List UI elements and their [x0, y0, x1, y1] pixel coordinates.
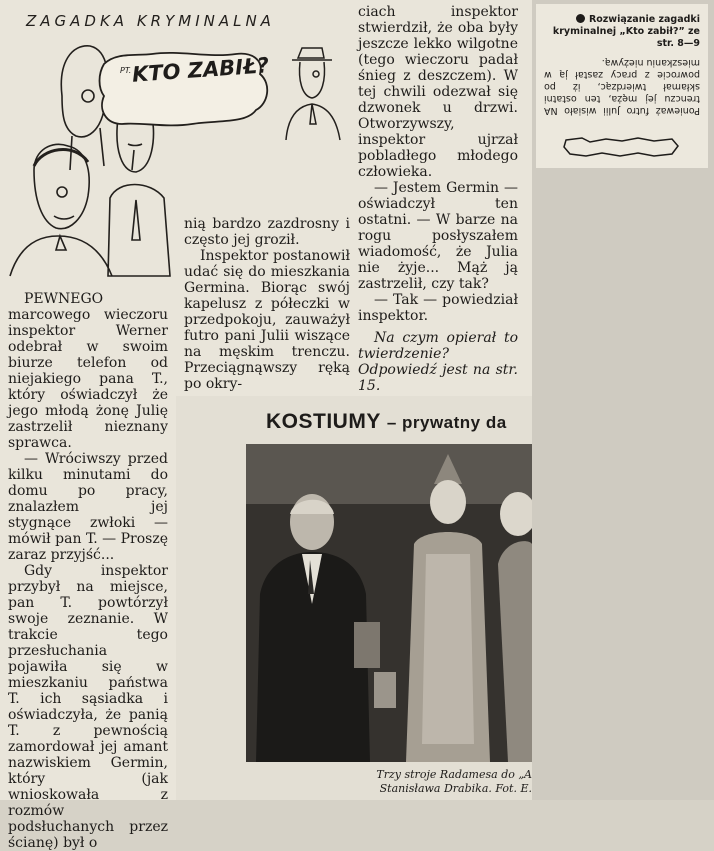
story-column-2 — [184, 216, 350, 392]
paragraph: Inspektor postanowił udać się do mieszkania Germina. Biorąc swój kapelusz z półeczki w przedpokoju, zauważył futro pani Julii wiszące na męskim trenczu. Przeciągnąwszy ręką po okry- — [184, 248, 350, 392]
story-column-3 — [358, 4, 518, 394]
caption-line: Trzy stroje Radamesa do „A — [376, 768, 532, 781]
paragraph: ciach inspektor stwierdził, że oba były jeszcze lekko wilgotne (tego wieczoru padał śnieg z deszczem). W tej chwili odezwał się dzwonek u drzwi. Otworzywszy, inspektor ujrzał pobladłego młodego człowieka. — [358, 4, 518, 180]
title-prefix: PT. — [120, 66, 132, 75]
costume-photo — [246, 444, 532, 762]
costume-article — [176, 396, 532, 800]
photo-caption — [270, 768, 532, 796]
series-heading: ZAGADKA KRYMINALNA — [26, 12, 275, 30]
paragraph: — Wróciwszy przed kilku minutami do domu po pracy, znalazłem jej stygnące zwłoki — mówił pan T. — Proszę zaraz przyjść... — [8, 451, 168, 563]
costume-headline — [266, 410, 507, 434]
answer-heading — [544, 14, 700, 50]
costume-headline-main: KOSTIUMY — [266, 410, 381, 433]
page-title: KTO ZABIŁ? — [131, 53, 270, 87]
suspects-illustration — [0, 0, 178, 282]
bullet-icon — [576, 14, 585, 23]
answer-box — [536, 4, 708, 168]
upside-down-solution: Ponieważ futro Julii wisiało NA trenczu jej męża, ten ostatni skłamał twierdząc, iż po powrocie z pracy zastał ją w mieszkaniu nieżywą. — [544, 57, 700, 116]
paragraph: nią bardzo zazdrosny i często jej groził. — [184, 216, 350, 248]
photo-image — [246, 444, 532, 762]
answer-heading-text: Rozwiązanie zagadki kryminalnej „Kto zabił?” ze str. 8—9 — [552, 14, 700, 49]
torn-paper-ornament-icon — [562, 134, 682, 160]
costume-headline-rest: – prywatny da — [386, 413, 507, 432]
caption-line: Stanisława Drabika. Fot. E. — [379, 782, 532, 795]
man-with-hat-figure — [276, 40, 350, 144]
paragraph: Gdy inspektor przybył na miejsce, pan T. powtórzył swoje zeznanie. W trakcie tego przesłuchania pojawiła się w mieszkaniu państwa T. ich sąsiadka i oświadczyła, że panią T. z pewnością zamordował jej amant nazwiskiem Germin, który (jak wnioskowała z rozmów podsłuchanych przez ścianę) był o — [8, 563, 168, 851]
question: Na czym opierał to twierdzenie? Odpowiedź jest na str. 15. — [358, 330, 518, 394]
paragraph: — Tak — powiedział inspektor. — [358, 292, 518, 324]
paragraph: PEWNEGO marcowego wieczoru inspektor Werner odebrał w swoim biurze telefon od niejakiego pana T., który oświadczył że jego młodą żonę Julię zastrzelił nieznany sprawca. — [8, 291, 168, 451]
story-column-1 — [8, 291, 168, 851]
paragraph: — Jestem Germin — oświadczył ten ostatni. — W barze na rogu posłyszałem wiadomość, że Julia nie żyje... Mąż ją zastrzelił, czy tak? — [358, 180, 518, 292]
